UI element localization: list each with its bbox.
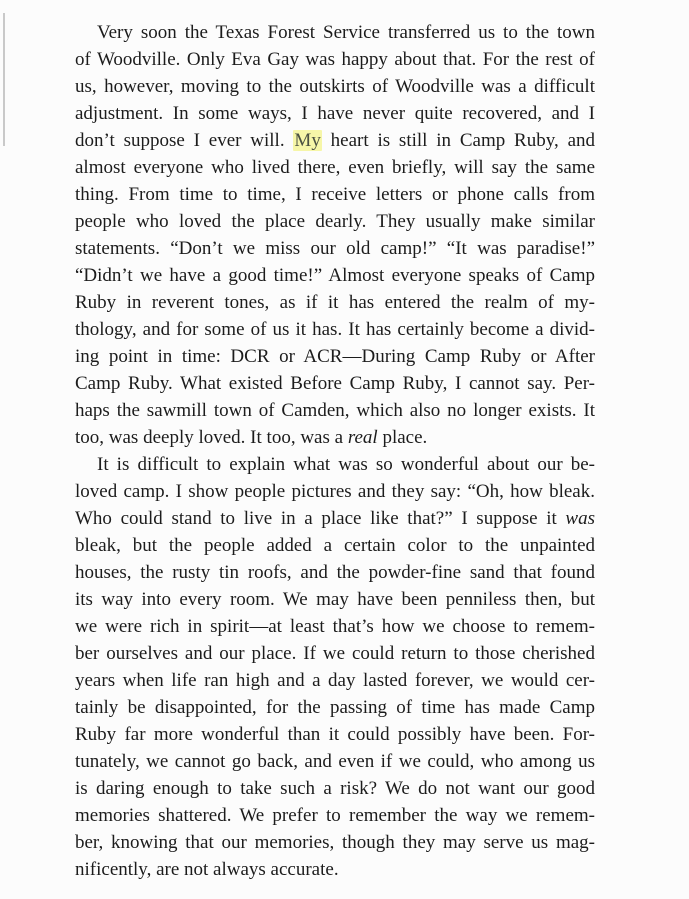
text-line (75, 613, 595, 640)
text-segment: thing. From time to time, I receive letters or phone calls from (75, 184, 595, 205)
text-block (75, 19, 595, 883)
text-line (75, 721, 595, 748)
text-line (75, 262, 595, 289)
text-segment: Ruby far more wonderful than it could possibly have been. For- (75, 724, 595, 745)
text-segment: Camp Ruby. What existed Before Camp Ruby, I cannot say. Per- (75, 373, 595, 394)
scrollbar-thumb[interactable] (3, 13, 5, 146)
text-segment: thology, and for some of us it has. It has certainly become a divid- (75, 319, 595, 340)
text-line (75, 640, 595, 667)
text-segment: Very soon the Texas Forest Service transferred us to the town (97, 22, 595, 43)
text-line (75, 235, 595, 262)
text-segment: ber, knowing that our memories, though they may serve us mag- (75, 832, 595, 853)
paragraph (75, 451, 595, 883)
text-segment: Ruby in reverent tones, as if it has entered the realm of my- (75, 292, 595, 313)
text-segment: don’t suppose I ever will. (75, 130, 294, 151)
text-line (75, 559, 595, 586)
text-line (75, 289, 595, 316)
text-line (75, 478, 595, 505)
text-segment: years when life ran high and a day lasted forever, we would cer- (75, 670, 595, 691)
text-segment: It is difficult to explain what was so wonderful about our be- (97, 454, 595, 475)
highlighted-word: My (294, 130, 321, 151)
text-segment: almost everyone who lived there, even briefly, will say the same (75, 157, 595, 178)
text-segment: heart is still in Camp Ruby, and (321, 130, 596, 151)
text-segment: loved camp. I show people pictures and they say: “Oh, how bleak. (75, 481, 595, 502)
text-line (75, 802, 595, 829)
text-line (75, 181, 595, 208)
italic-word: was (565, 508, 595, 529)
text-line (75, 154, 595, 181)
text-segment: statements. “Don’t we miss our old camp!” “It was paradise!” (75, 238, 595, 259)
text-line (75, 451, 595, 478)
text-segment: “Didn’t we have a good time!” Almost everyone speaks of Camp (75, 265, 595, 286)
text-line (75, 73, 595, 100)
text-segment: bleak, but the people added a certain color to the unpainted (75, 535, 595, 556)
italic-word: real (347, 427, 378, 448)
text-line (75, 586, 595, 613)
text-line (75, 316, 595, 343)
text-line (75, 127, 595, 154)
text-segment: tainly be disappointed, for the passing of time has made Camp (75, 697, 595, 718)
text-segment: memories shattered. We prefer to remember the way we remem- (75, 805, 595, 826)
text-line (75, 424, 595, 451)
text-segment: of Woodville. Only Eva Gay was happy about that. For the rest of (75, 49, 595, 70)
text-line (75, 748, 595, 775)
text-segment: nificently, are not always accurate. (75, 859, 339, 880)
text-line (75, 46, 595, 73)
text-segment: ber ourselves and our place. If we could return to those cherished (75, 643, 595, 664)
text-line (75, 829, 595, 856)
text-line (75, 19, 595, 46)
text-line (75, 397, 595, 424)
text-segment: adjustment. In some ways, I have never quite recovered, and I (75, 103, 595, 124)
text-segment: us, however, moving to the outskirts of Woodville was a difficult (75, 76, 595, 97)
text-line (75, 856, 595, 883)
text-line (75, 505, 595, 532)
text-line (75, 775, 595, 802)
text-segment: houses, the rusty tin roofs, and the powder-fine sand that found (75, 562, 595, 583)
text-line (75, 667, 595, 694)
text-segment: people who loved the place dearly. They usually make similar (75, 211, 595, 232)
text-segment: too, was deeply loved. It too, was a (75, 427, 348, 448)
text-line (75, 343, 595, 370)
text-segment: its way into every room. We may have been penniless then, but (75, 589, 595, 610)
text-segment: place. (377, 427, 428, 448)
text-segment: is daring enough to take such a risk? We do not want our good (75, 778, 595, 799)
text-segment: Who could stand to live in a place like that?” I suppose it (75, 508, 566, 529)
text-line (75, 370, 595, 397)
text-line (75, 208, 595, 235)
text-segment: ing point in time: DCR or ACR—During Camp Ruby or After (75, 346, 595, 367)
text-line (75, 532, 595, 559)
text-segment: tunately, we cannot go back, and even if we could, who among us (75, 751, 595, 772)
text-line (75, 694, 595, 721)
text-segment: we were rich in spirit—at least that’s how we choose to remem- (75, 616, 595, 637)
text-segment: haps the sawmill town of Camden, which also no longer exists. It (75, 400, 595, 421)
paragraph (75, 19, 595, 451)
text-line (75, 100, 595, 127)
